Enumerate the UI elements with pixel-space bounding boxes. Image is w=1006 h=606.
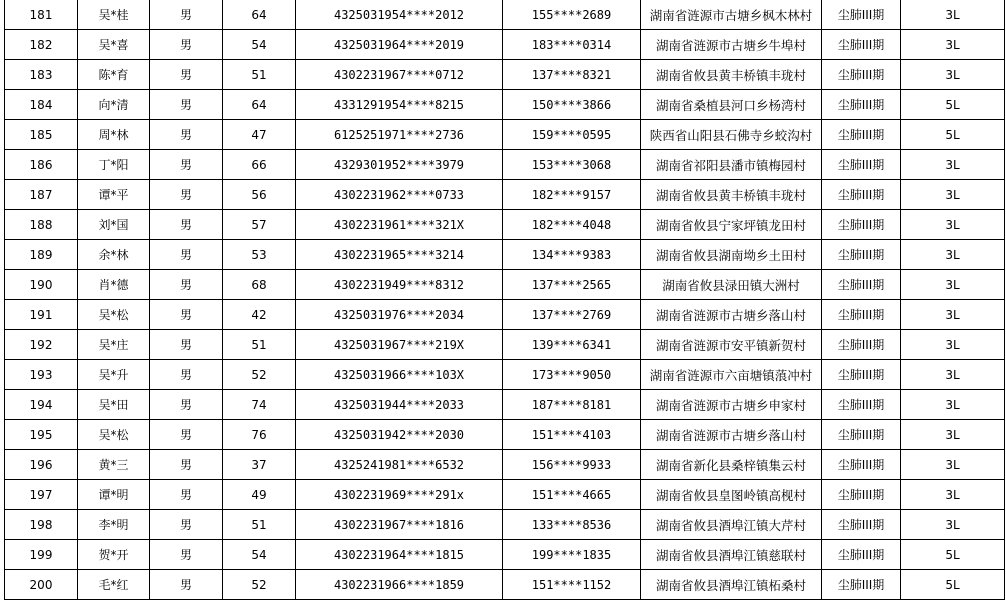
cell-sex: 男	[150, 300, 223, 330]
cell-phone: 155****2689	[503, 0, 641, 30]
cell-phone: 183****0314	[503, 30, 641, 60]
table-row	[5, 60, 1005, 90]
cell-number: 188	[5, 210, 78, 240]
cell-phone: 156****9933	[503, 450, 641, 480]
cell-age: 52	[223, 570, 296, 600]
table-row	[5, 420, 1005, 450]
cell-grade: 3L	[901, 270, 1005, 300]
table-row	[5, 30, 1005, 60]
cell-diagnosis: 尘肺III期	[822, 150, 901, 180]
cell-address: 湖南省涟源市古塘乡落山村	[641, 420, 822, 450]
cell-age: 53	[223, 240, 296, 270]
cell-grade: 3L	[901, 0, 1005, 30]
cell-id-number: 4302231967****1816	[296, 510, 503, 540]
cell-age: 57	[223, 210, 296, 240]
cell-phone: 137****2769	[503, 300, 641, 330]
cell-sex: 男	[150, 90, 223, 120]
cell-number: 190	[5, 270, 78, 300]
cell-sex: 男	[150, 450, 223, 480]
cell-sex: 男	[150, 390, 223, 420]
cell-id-number: 4302231966****1859	[296, 570, 503, 600]
cell-age: 64	[223, 0, 296, 30]
cell-address: 湖南省涟源市古塘乡申家村	[641, 390, 822, 420]
cell-name: 向*清	[78, 90, 150, 120]
cell-age: 54	[223, 540, 296, 570]
table-row	[5, 120, 1005, 150]
cell-diagnosis: 尘肺III期	[822, 210, 901, 240]
cell-age: 56	[223, 180, 296, 210]
cell-address: 湖南省祁阳县潘市镇梅园村	[641, 150, 822, 180]
cell-sex: 男	[150, 510, 223, 540]
cell-age: 37	[223, 450, 296, 480]
cell-address: 湖南省涟源市古塘乡枫木林村	[641, 0, 822, 30]
table-row	[5, 270, 1005, 300]
cell-grade: 3L	[901, 30, 1005, 60]
cell-number: 184	[5, 90, 78, 120]
cell-sex: 男	[150, 480, 223, 510]
cell-sex: 男	[150, 210, 223, 240]
cell-name: 周*林	[78, 120, 150, 150]
cell-id-number: 4329301952****3979	[296, 150, 503, 180]
table-row	[5, 510, 1005, 540]
cell-age: 42	[223, 300, 296, 330]
cell-address: 湖南省攸县酒埠江镇大芹村	[641, 510, 822, 540]
table-row	[5, 180, 1005, 210]
cell-grade: 3L	[901, 450, 1005, 480]
cell-grade: 5L	[901, 540, 1005, 570]
cell-name: 黄*三	[78, 450, 150, 480]
cell-number: 198	[5, 510, 78, 540]
cell-grade: 3L	[901, 480, 1005, 510]
cell-age: 51	[223, 60, 296, 90]
cell-name: 吴*桂	[78, 0, 150, 30]
cell-name: 吴*松	[78, 300, 150, 330]
table-row	[5, 240, 1005, 270]
cell-address: 湖南省攸县酒埠江镇慈联村	[641, 540, 822, 570]
cell-address: 湖南省攸县皇图岭镇高枧村	[641, 480, 822, 510]
cell-sex: 男	[150, 120, 223, 150]
cell-name: 丁*阳	[78, 150, 150, 180]
table-row	[5, 0, 1005, 30]
cell-phone: 199****1835	[503, 540, 641, 570]
cell-grade: 3L	[901, 390, 1005, 420]
cell-address: 湖南省桑植县河口乡杨湾村	[641, 90, 822, 120]
cell-id-number: 4325241981****6532	[296, 450, 503, 480]
cell-phone: 151****4665	[503, 480, 641, 510]
cell-phone: 159****0595	[503, 120, 641, 150]
cell-name: 吴*庄	[78, 330, 150, 360]
table-row	[5, 480, 1005, 510]
table-row	[5, 450, 1005, 480]
cell-grade: 3L	[901, 330, 1005, 360]
cell-number: 193	[5, 360, 78, 390]
cell-sex: 男	[150, 570, 223, 600]
cell-name: 贺*开	[78, 540, 150, 570]
cell-name: 肖*德	[78, 270, 150, 300]
cell-address: 陕西省山阳县石佛寺乡蛟沟村	[641, 120, 822, 150]
table-row	[5, 570, 1005, 600]
cell-id-number: 4325031944****2033	[296, 390, 503, 420]
cell-address: 湖南省涟源市古塘乡牛埠村	[641, 30, 822, 60]
cell-grade: 5L	[901, 120, 1005, 150]
cell-diagnosis: 尘肺III期	[822, 570, 901, 600]
cell-diagnosis: 尘肺III期	[822, 240, 901, 270]
cell-name: 吴*松	[78, 420, 150, 450]
cell-phone: 151****4103	[503, 420, 641, 450]
cell-diagnosis: 尘肺III期	[822, 510, 901, 540]
table-row	[5, 90, 1005, 120]
cell-age: 74	[223, 390, 296, 420]
cell-grade: 3L	[901, 150, 1005, 180]
cell-number: 186	[5, 150, 78, 180]
cell-age: 64	[223, 90, 296, 120]
cell-diagnosis: 尘肺III期	[822, 120, 901, 150]
cell-id-number: 4302231962****0733	[296, 180, 503, 210]
cell-phone: 137****8321	[503, 60, 641, 90]
cell-phone: 133****8536	[503, 510, 641, 540]
cell-number: 196	[5, 450, 78, 480]
table-row	[5, 210, 1005, 240]
cell-diagnosis: 尘肺III期	[822, 330, 901, 360]
cell-diagnosis: 尘肺III期	[822, 300, 901, 330]
cell-name: 余*林	[78, 240, 150, 270]
cell-phone: 182****9157	[503, 180, 641, 210]
cell-age: 52	[223, 360, 296, 390]
cell-diagnosis: 尘肺III期	[822, 60, 901, 90]
cell-name: 刘*国	[78, 210, 150, 240]
table-body	[5, 0, 1005, 600]
cell-phone: 134****9383	[503, 240, 641, 270]
cell-address: 湖南省攸县宁家坪镇龙田村	[641, 210, 822, 240]
cell-phone: 182****4048	[503, 210, 641, 240]
cell-sex: 男	[150, 420, 223, 450]
cell-address: 湖南省涟源市六亩塘镇蒗冲村	[641, 360, 822, 390]
cell-sex: 男	[150, 150, 223, 180]
cell-phone: 153****3068	[503, 150, 641, 180]
cell-number: 199	[5, 540, 78, 570]
cell-grade: 3L	[901, 180, 1005, 210]
cell-diagnosis: 尘肺III期	[822, 540, 901, 570]
cell-number: 189	[5, 240, 78, 270]
cell-sex: 男	[150, 270, 223, 300]
cell-id-number: 4325031976****2034	[296, 300, 503, 330]
cell-number: 200	[5, 570, 78, 600]
cell-id-number: 4331291954****8215	[296, 90, 503, 120]
cell-diagnosis: 尘肺III期	[822, 180, 901, 210]
cell-name: 谭*平	[78, 180, 150, 210]
cell-age: 47	[223, 120, 296, 150]
cell-address: 湖南省涟源市安平镇新贺村	[641, 330, 822, 360]
cell-grade: 3L	[901, 240, 1005, 270]
cell-address: 湖南省攸县酒埠江镇柘桑村	[641, 570, 822, 600]
cell-age: 66	[223, 150, 296, 180]
cell-grade: 3L	[901, 60, 1005, 90]
cell-id-number: 4325031966****103X	[296, 360, 503, 390]
cell-id-number: 4302231969****291x	[296, 480, 503, 510]
cell-number: 195	[5, 420, 78, 450]
cell-address: 湖南省攸县渌田镇大洲村	[641, 270, 822, 300]
cell-grade: 3L	[901, 360, 1005, 390]
cell-sex: 男	[150, 60, 223, 90]
cell-number: 183	[5, 60, 78, 90]
cell-sex: 男	[150, 30, 223, 60]
cell-diagnosis: 尘肺III期	[822, 90, 901, 120]
cell-diagnosis: 尘肺III期	[822, 30, 901, 60]
cell-name: 吴*田	[78, 390, 150, 420]
table-row	[5, 360, 1005, 390]
cell-phone: 151****1152	[503, 570, 641, 600]
cell-sex: 男	[150, 0, 223, 30]
cell-address: 湖南省新化县桑梓镇集云村	[641, 450, 822, 480]
cell-diagnosis: 尘肺III期	[822, 480, 901, 510]
cell-age: 54	[223, 30, 296, 60]
cell-phone: 187****8181	[503, 390, 641, 420]
cell-sex: 男	[150, 240, 223, 270]
cell-phone: 137****2565	[503, 270, 641, 300]
cell-age: 49	[223, 480, 296, 510]
cell-sex: 男	[150, 360, 223, 390]
cell-number: 182	[5, 30, 78, 60]
cell-age: 51	[223, 330, 296, 360]
cell-diagnosis: 尘肺III期	[822, 450, 901, 480]
cell-diagnosis: 尘肺III期	[822, 360, 901, 390]
table-row	[5, 150, 1005, 180]
cell-sex: 男	[150, 180, 223, 210]
table-row	[5, 540, 1005, 570]
cell-grade: 3L	[901, 210, 1005, 240]
cell-age: 68	[223, 270, 296, 300]
cell-grade: 5L	[901, 570, 1005, 600]
cell-id-number: 4302231967****0712	[296, 60, 503, 90]
cell-name: 吴*升	[78, 360, 150, 390]
cell-address: 湖南省攸县湖南坳乡土田村	[641, 240, 822, 270]
cell-diagnosis: 尘肺III期	[822, 270, 901, 300]
cell-id-number: 4325031964****2019	[296, 30, 503, 60]
cell-address: 湖南省攸县黄丰桥镇丰珑村	[641, 60, 822, 90]
cell-sex: 男	[150, 330, 223, 360]
cell-grade: 3L	[901, 510, 1005, 540]
cell-number: 191	[5, 300, 78, 330]
cell-id-number: 4325031954****2012	[296, 0, 503, 30]
cell-address: 湖南省涟源市古塘乡落山村	[641, 300, 822, 330]
cell-number: 192	[5, 330, 78, 360]
cell-phone: 150****3866	[503, 90, 641, 120]
cell-diagnosis: 尘肺III期	[822, 390, 901, 420]
cell-id-number: 4325031942****2030	[296, 420, 503, 450]
cell-name: 吴*喜	[78, 30, 150, 60]
cell-grade: 5L	[901, 90, 1005, 120]
cell-phone: 173****9050	[503, 360, 641, 390]
cell-grade: 3L	[901, 420, 1005, 450]
cell-id-number: 4302231965****3214	[296, 240, 503, 270]
cell-name: 陈*育	[78, 60, 150, 90]
cell-sex: 男	[150, 540, 223, 570]
cell-id-number: 4302231949****8312	[296, 270, 503, 300]
cell-name: 李*明	[78, 510, 150, 540]
cell-id-number: 4302231964****1815	[296, 540, 503, 570]
table-row	[5, 390, 1005, 420]
cell-phone: 139****6341	[503, 330, 641, 360]
cell-id-number: 4325031967****219X	[296, 330, 503, 360]
cell-number: 181	[5, 0, 78, 30]
table-row	[5, 330, 1005, 360]
cell-name: 毛*红	[78, 570, 150, 600]
cell-diagnosis: 尘肺III期	[822, 0, 901, 30]
patient-table	[4, 0, 1005, 600]
cell-age: 51	[223, 510, 296, 540]
cell-number: 187	[5, 180, 78, 210]
cell-number: 197	[5, 480, 78, 510]
cell-id-number: 6125251971****2736	[296, 120, 503, 150]
cell-number: 194	[5, 390, 78, 420]
table-row	[5, 300, 1005, 330]
cell-address: 湖南省攸县黄丰桥镇丰珑村	[641, 180, 822, 210]
cell-number: 185	[5, 120, 78, 150]
cell-id-number: 4302231961****321X	[296, 210, 503, 240]
cell-diagnosis: 尘肺III期	[822, 420, 901, 450]
cell-age: 76	[223, 420, 296, 450]
cell-grade: 3L	[901, 300, 1005, 330]
cell-name: 谭*明	[78, 480, 150, 510]
